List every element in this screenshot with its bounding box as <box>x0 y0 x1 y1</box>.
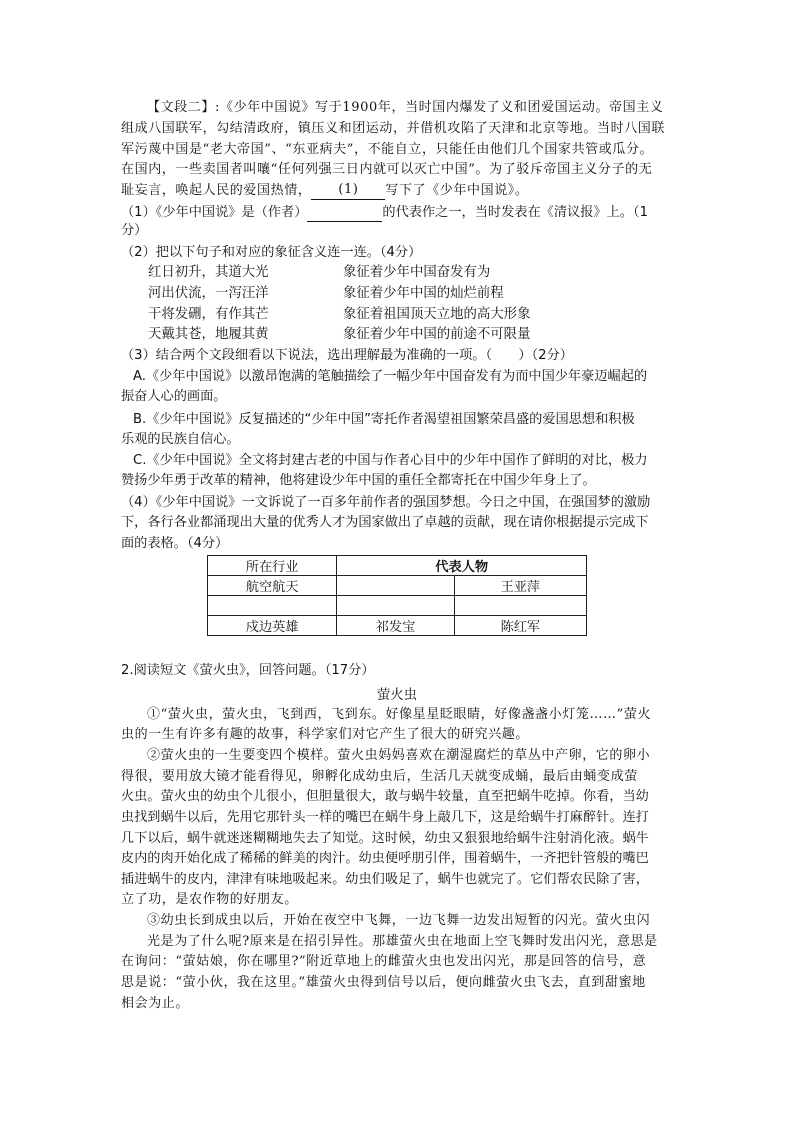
table-header-industry: 所在行业 <box>208 556 337 576</box>
intro-line-last <box>121 181 529 200</box>
passage-line: 火虫。萤火虫的幼虫个儿很小，但胆量很大，敢与蜗牛较量，直至把蜗牛吃掉。你看，当幼 <box>121 789 650 804</box>
table-cell[interactable] <box>208 596 337 616</box>
passage-line: 在询问：“萤姑娘，你在哪里?”附近草地上的雌萤火虫也发出闪光，那是回答的信号，意 <box>121 954 647 969</box>
table-cell[interactable]: 祁发宝 <box>337 616 454 636</box>
table-row <box>208 596 587 616</box>
question-4-line: 下，各行各业都涌现出大量的优秀人才为国家做出了卓越的贡献，现在请你根据提示完成下 <box>121 515 649 530</box>
passage-line: 皮内的肉开始化成了稀稀的鲜美的肉汁。幼虫便呼朋引伴，围着蜗牛，一齐把针管般的嘴巴 <box>121 851 650 866</box>
question-3-prompt: （3）结合两个文段细看以下说法，选出理解最为准确的一项。（ ）（2分） <box>121 348 573 363</box>
passage-line: ②萤火虫的一生要变四个模样。萤火虫妈妈喜欢在潮湿腐烂的草丛中产卵，它的卵小 <box>147 748 651 763</box>
passage-line: 相会为止。 <box>121 996 190 1011</box>
table-row <box>208 576 587 596</box>
question-4-line: 面的表格。（4分） <box>121 536 229 551</box>
passage-title: 萤火虫 <box>376 688 418 703</box>
passage-line: 虫的一生有许多有趣的故事，科学家们对它产生了很大的研究兴趣。 <box>121 727 530 742</box>
table-cell[interactable]: 航空航天 <box>208 576 337 596</box>
passage-line: 几下以后，蜗牛就迷迷糊糊地失去了知觉。这时候，幼虫又狠狠地给蜗牛注射消化液。蜗牛 <box>121 831 650 846</box>
passage-line: ③幼虫长到成虫以后，开始在夜空中飞舞，一边飞舞一边发出短暂的闪光。萤火虫闪 <box>147 913 651 928</box>
passage-line: 虫找到蜗牛以后，先用它那针头一样的嘴巴在蜗牛身上敲几下，这是给蜗牛打麻醉针。连打 <box>121 810 650 825</box>
match-right-item[interactable]: 象征着祖国顶天立地的高大形象 <box>343 307 531 322</box>
match-right-item[interactable]: 象征着少年中国奋发有为 <box>343 265 491 280</box>
table-header-row <box>208 556 587 576</box>
match-left-item[interactable]: 天戴其苍，地履其黄 <box>148 327 269 342</box>
reading-heading: 2.阅读短文《萤火虫》，回答问题。（17分） <box>121 663 375 678</box>
table-cell[interactable] <box>454 596 586 616</box>
passage-line: 思是说：“萤小伙，我在这里。”雄萤火虫得到信号以后，便向雌萤火虫飞去，直到甜蜜地 <box>121 975 646 990</box>
table-cell[interactable] <box>337 596 454 616</box>
match-right-item[interactable]: 象征着少年中国的前途不可限量 <box>343 327 531 342</box>
match-left-item[interactable]: 河出伏流，一泻汪洋 <box>148 286 269 301</box>
question-2-prompt: （2）把以下句子和对应的象征含义连一连。（4分） <box>121 245 422 260</box>
passage-line: 插进蜗牛的皮内，津津有味地吸起来。幼虫们吸足了，蜗牛也就完了。它们帮农民除了害， <box>121 872 650 887</box>
option-c[interactable]: C.《少年中国说》全文将封建古老的中国与作者心目中的少年中国作了鲜明的对比，极力 <box>133 453 648 468</box>
option-a-continuation: 振奋人心的画面。 <box>121 389 227 404</box>
passage-line: 立了功，是农作物的好朋友。 <box>121 892 298 907</box>
author-blank[interactable] <box>307 203 382 222</box>
talent-table <box>207 555 587 636</box>
answer-blank-1[interactable] <box>311 181 385 200</box>
match-left-item[interactable]: 干将发硎，有作其芒 <box>148 307 269 322</box>
table-cell[interactable]: 戍边英雄 <box>208 616 337 636</box>
table-cell[interactable]: 陈红军 <box>454 616 586 636</box>
blank-label: (1) <box>338 182 359 197</box>
table-header-representatives: 代表人物 <box>337 556 587 576</box>
question-4-line: （4）《少年中国说》一文诉说了一百多年前作者的强国梦想。今日之中国，在强国梦的激励 <box>121 495 651 510</box>
option-a[interactable]: A.《少年中国说》以激昂饱满的笔触描绘了一幅少年中国奋发有为而中国少年豪迈崛起的 <box>133 369 648 384</box>
option-b[interactable]: B.《少年中国说》反复描述的“少年中国”寄托作者渴望祖国繁荣昌盛的爱国思想和积极 <box>133 412 635 427</box>
intro-line: 在国内，一些卖国者叫嚷“任何列强三日内就可以灭亡中国”。为了驳斥帝国主义分子的无 <box>121 162 653 177</box>
table-cell[interactable] <box>337 576 454 596</box>
option-b-continuation: 乐观的民族自信心。 <box>121 432 240 447</box>
q1-text: 的代表作之一，当时发表在《清议报》上。（1 <box>382 205 648 220</box>
passage-line: 光是为了什么呢?原来是在招引异性。那雄萤火虫在地面上空飞舞时发出闪光，意思是 <box>147 934 658 949</box>
option-c-continuation: 赞扬少年勇于改革的精神，他将建设少年中国的重任全都寄托在中国少年身上了。 <box>121 473 596 488</box>
q1-continuation: 分） <box>121 223 148 238</box>
intro-line: 【文段二】:《少年中国说》写于1900年，当时国内爆发了义和团爱国运动。帝国主义 <box>147 100 664 115</box>
table-row <box>208 616 587 636</box>
q1-text: （1）《少年中国说》是（作者） <box>121 205 308 220</box>
intro-text: 耻妄言，唤起人民的爱国热情， <box>121 183 312 198</box>
question-1 <box>121 203 648 222</box>
intro-line: 组成八国联军，勾结清政府，镇压义和团运动，并借机攻陷了天津和北京等地。当时八国联 <box>121 121 666 136</box>
match-right-item[interactable]: 象征着少年中国的灿烂前程 <box>343 286 504 301</box>
table-cell[interactable]: 王亚萍 <box>454 576 586 596</box>
intro-text: 写下了《少年中国说》。 <box>385 183 529 198</box>
passage-line: ①“萤火虫，萤火虫，飞到西，飞到东。好像星星眨眼睛，好像盏盏小灯笼……”萤火 <box>147 707 652 722</box>
match-left-item[interactable]: 红日初升，其道大光 <box>148 265 269 280</box>
passage-line: 得很，要用放大镜才能看得见，卵孵化成幼虫后，生活几天就变成蛹，最后由蛹变成萤 <box>121 769 638 784</box>
intro-line: 军污蔑中国是“老大帝国”、“东亚病夫”，不能自立，只能任由他们几个国家共管或瓜分。 <box>121 142 654 157</box>
